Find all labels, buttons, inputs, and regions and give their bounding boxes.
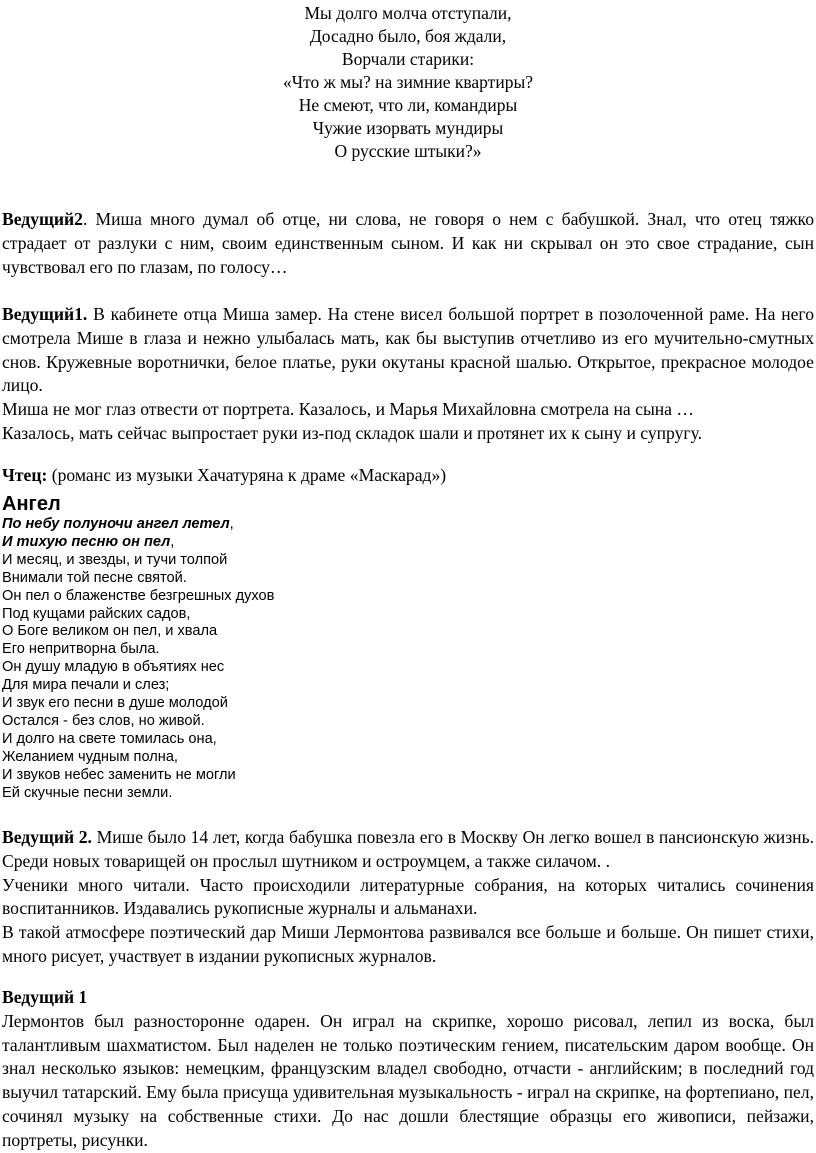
paragraph-text: В кабинете отца Миша замер. На стене висел большой портрет в позолоченной раме. На него смотрела Мише в глаза и нежно улыбалась мать, как бы выступив отчетливо из его мучительно-смутных снов. Кружевные воротнички, белое платье, руки окутаны красной шалью. Открытое, прекрасное молодое лицо.: [2, 304, 814, 396]
speaker-label: Ведущий1.: [2, 304, 88, 324]
poem-line: Чужие изорвать мундиры: [312, 118, 504, 138]
poem-punct: ,: [229, 516, 234, 532]
poem-line: Ей скучные песни земли.: [2, 784, 173, 801]
paragraph-text: В такой атмосфере поэтический дар Миши Лермонтова развивался все больше и больше. Он пишет стихи, много рисует, участвует в издании рукописных журналов.: [2, 922, 814, 966]
poem-line: И месяц, и звезды, и тучи толпой: [2, 551, 228, 568]
paragraph-text: (романс из музыки Хачатуряна к драме «Маскарад»): [47, 465, 447, 485]
paragraph-text: Мише было 14 лет, когда бабушка повезла его в Москву Он легко вошел в пансионскую жизнь. Среди новых товарищей он прослыл шутником и остроумцем, а также силачом. .: [2, 827, 814, 871]
poem-line: Под кущами райских садов,: [2, 605, 191, 622]
poem-line: Мы долго молча отступали,: [304, 3, 512, 23]
poem-line: Не смеют, что ли, командиры: [298, 95, 518, 115]
poem-line: Он пел о блаженстве безгрешных духов: [2, 587, 275, 604]
poem-punct: ,: [170, 533, 175, 550]
poem-line: «Что ж мы? на зимние квартиры?: [283, 72, 533, 92]
speaker-label: Ведущий 1: [2, 987, 88, 1007]
paragraph-host1-portrait: [2, 303, 814, 446]
paragraph-text: Ученики много читали. Часто происходили литературные собрания, на которых читались сочинения воспитанников. Издавались рукописные журналы и альманахи.: [2, 874, 814, 919]
poem-line-bold: По небу полуночи ангел летел: [2, 516, 230, 532]
paragraph-host1-talents: [2, 986, 814, 1153]
poem-line: Досадно было, боя ждали,: [309, 26, 507, 46]
poem-line: О русские штыки?»: [334, 141, 482, 161]
speaker-label: Ведущий 2.: [2, 827, 92, 847]
paragraph-text: Лермонтов был разносторонне одарен. Он играл на скрипке, хорошо рисовал, лепил из воска, был талантливым шахматистом. Был наделен не только поэтическим гением, писательским даром вообще. Он знал несколько языков: немецким, французским владел свободно, отчасти - английским; в последний год выучил татарский. Ему была присуща удивительная музыкальность - играл на скрипке, на фортепиано, пел, сочинял музыку на собственные стихи. До нас дошли блестящие образцы его живописи, пейзажи, портреты, рисунки.: [2, 1010, 814, 1150]
poem-line: Желанием чудным полна,: [2, 748, 178, 765]
poem-line: Ворчали старики:: [341, 49, 475, 69]
speaker-label: Чтец:: [2, 465, 48, 485]
poem-line: Он душу младую в объятиях нес: [2, 659, 225, 676]
poem-borodino-excerpt: [0, 2, 816, 163]
poem-line: Остался - без слов, но живой.: [2, 712, 205, 729]
poem-angel: [2, 516, 502, 803]
poem-line: И звук его песни в душе молодой: [2, 695, 228, 712]
paragraph-host2-father: [2, 208, 814, 279]
poem-line: Его непритворна была.: [2, 641, 160, 658]
paragraph-text: Казалось, мать сейчас выпростает руки из-под складок шали и протянет их к сыну и супругу.: [2, 422, 703, 443]
poem-line: И звуков небес заменить не могли: [2, 766, 236, 783]
poem-line: Для мира печали и слез;: [2, 677, 170, 694]
poem-line: И долго на свете томилась она,: [2, 730, 217, 747]
paragraph-host2-moscow: [2, 826, 814, 969]
paragraph-text: Миша не мог глаз отвести от портрета. Казалось, и Марья Михайловна смотрела на сына …: [2, 399, 694, 420]
speaker-label: Ведущий2: [2, 209, 83, 229]
poem-title: Ангел: [2, 493, 61, 515]
poem-line: О Боге великом он пел, и хвала: [2, 623, 218, 640]
paragraph-text: . Миша много думал об отце, ни слова, не говоря о нем с бабушкой. Знал, что отец тяжко страдает от разлуки с ним, своим единственным сыном. И как ни скрывал он это свое страдание, сын чувствовал его по глазам, по голосу…: [2, 209, 814, 277]
poem-line-bold: И тихую песню он пел: [2, 533, 171, 550]
paragraph-reader: [2, 464, 814, 488]
poem-line: Внимали той песне святой.: [2, 569, 187, 586]
